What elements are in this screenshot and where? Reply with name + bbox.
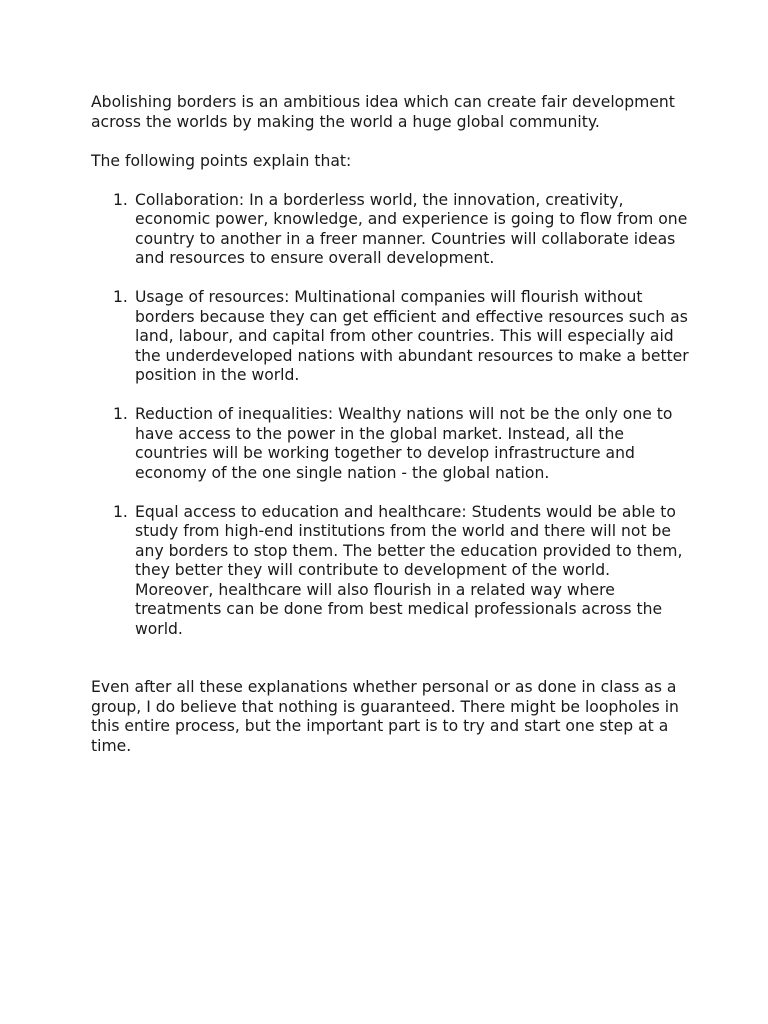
list-item — [91, 288, 691, 386]
list-item-text: Usage of resources: Multinational companies will flourish without borders because they can get efficient and effective resources such as land, labour, and capital from other countries. This will especially aid the underdeveloped nations with abundant resources to make a better position in the world. — [135, 288, 689, 384]
list-item-number: 1. — [113, 190, 128, 209]
list-item — [91, 405, 691, 483]
list-item-number: 1. — [113, 288, 128, 306]
intro-paragraph: Abolishing borders is an ambitious idea which can create fair development across the worlds by making the world a huge global community. — [91, 93, 675, 131]
list-item-number: 1. — [113, 405, 128, 423]
document-page — [91, 93, 691, 756]
lead-paragraph: The following points explain that: — [91, 151, 352, 170]
points-list — [91, 191, 691, 640]
list-item-text: Collaboration: In a borderless world, the innovation, creativity, economic power, knowledge, and experience is going to flow from one country to another in a freer manner. Countries will collaborate ideas and resources to ensure overall development. — [135, 190, 688, 267]
list-item-text: Reduction of inequalities: Wealthy nations will not be the only one to have access to the power in the global market. Instead, all the countries will be working together to develop infrastructure and economy of the one single nation - the global nation. — [135, 405, 673, 482]
list-item-text: Equal access to education and healthcare: Students would be able to study from high-end institutions from the world and there will not be any borders to stop them. The better the education provided to them, they better they will contribute to development of the world. Moreover, healthcare will also flourish in a related way where treatments can be done from best medical professionals across the world. — [135, 502, 683, 638]
list-item — [91, 191, 691, 269]
list-item-number: 1. — [113, 502, 128, 521]
list-item — [91, 503, 691, 640]
closing-paragraph: Even after all these explanations whether personal or as done in class as a group, I do believe that nothing is guaranteed. There might be loopholes in this entire process, but the important part is to try and start one step at a time. — [91, 678, 679, 755]
